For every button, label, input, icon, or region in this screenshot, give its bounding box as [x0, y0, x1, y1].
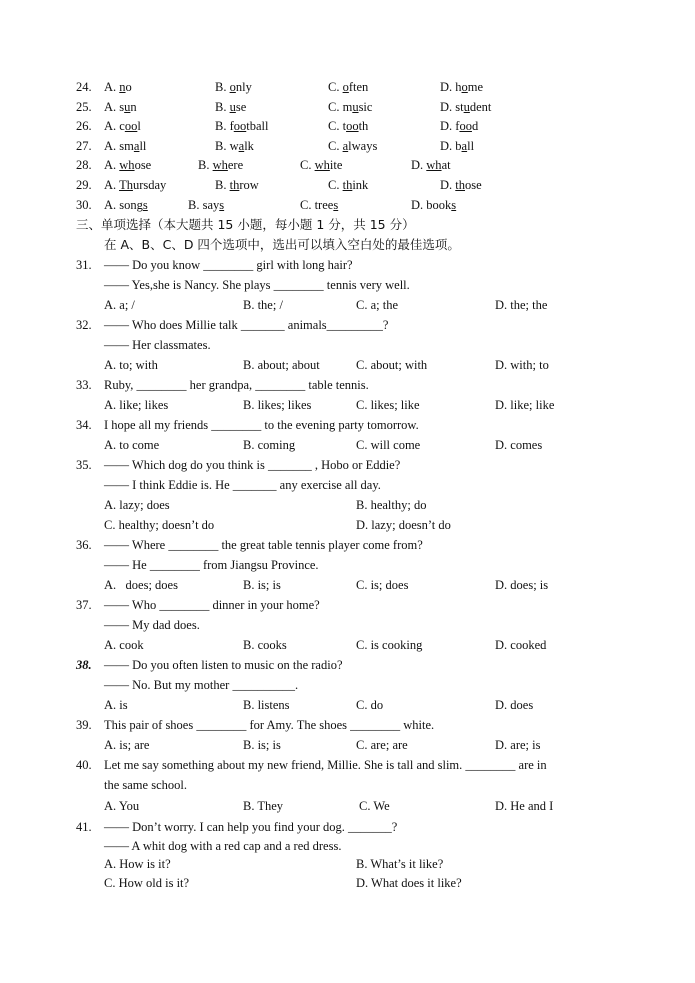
option-a: A. a; / — [104, 298, 135, 312]
question-41-options-cd — [0, 874, 695, 892]
question-text: —— My dad does. — [104, 618, 200, 632]
option-a: A. Thursday — [104, 178, 167, 192]
option-b: B. throw — [215, 178, 259, 192]
option-b: B. likes; likes — [243, 398, 312, 412]
option-c: C. will come — [356, 438, 421, 452]
option-d: D. does; is — [495, 578, 549, 592]
option-a: A. whose — [104, 158, 152, 173]
option-b: B. football — [215, 119, 269, 134]
question-37-line2 — [0, 616, 695, 634]
option-a: A. no — [104, 80, 132, 94]
question-37-options — [0, 636, 695, 654]
option-b: B. is; is — [243, 738, 281, 752]
question-37 — [0, 596, 695, 614]
question-39-options — [0, 736, 695, 754]
option-a: A. cook — [104, 638, 144, 652]
option-c: C. healthy; doesn’t do — [104, 518, 215, 532]
question-39 — [0, 716, 695, 734]
option-d: D. student — [440, 99, 492, 114]
question-40 — [0, 756, 695, 774]
question-38-options — [0, 696, 695, 714]
question-31 — [0, 256, 695, 274]
option-d: D. books — [411, 197, 457, 212]
option-c: C. about; with — [356, 358, 428, 372]
question-text: —— He ________ from Jiangsu Province. — [104, 558, 319, 572]
phonetic-question — [0, 176, 695, 194]
option-b: B. use — [215, 99, 247, 114]
option-c: C. trees — [300, 197, 339, 212]
question-text: —— Do you often listen to music on the radio? — [104, 658, 343, 672]
phonetic-question — [0, 196, 695, 214]
question-33-options — [0, 396, 695, 414]
option-d: D. are; is — [495, 738, 541, 752]
option-d: D. He and I — [495, 799, 554, 813]
question-text: Let me say something about my new friend, Millie. She is tall and slim. ________ are in — [104, 758, 547, 772]
question-31-line2 — [0, 276, 695, 294]
option-c: C. do — [356, 698, 384, 712]
question-32-line2 — [0, 336, 695, 354]
phonetic-question — [0, 117, 695, 135]
question-number: 30. — [76, 197, 92, 212]
option-a: A. sun — [104, 99, 137, 114]
question-35 — [0, 456, 695, 474]
option-c: C. How old is it? — [104, 876, 190, 890]
option-c: C. often — [328, 80, 369, 94]
option-a: A. is; are — [104, 738, 150, 752]
option-a: A. You — [104, 799, 140, 813]
question-36 — [0, 536, 695, 554]
option-b: B. listens — [243, 698, 290, 712]
question-36-options — [0, 576, 695, 594]
question-text: —— Do you know ________ girl with long hair? — [104, 258, 353, 272]
question-number: 31. — [76, 258, 92, 272]
question-number: 26. — [76, 119, 92, 134]
question-number: 27. — [76, 138, 92, 153]
question-number: 39. — [76, 718, 92, 732]
option-b: B. coming — [243, 438, 296, 452]
question-41-options-ab — [0, 855, 695, 873]
option-a: A. like; likes — [104, 398, 169, 412]
option-d: D. like; like — [495, 398, 555, 412]
question-number: 29. — [76, 178, 92, 192]
option-c: C. white — [300, 158, 343, 173]
phonetic-question — [0, 156, 695, 174]
option-a: A. cool — [104, 119, 141, 134]
question-text: This pair of shoes ________ for Amy. The shoes ________ white. — [104, 718, 435, 732]
option-b: B. What’s it like? — [356, 857, 444, 871]
option-a: A. does; does — [104, 578, 178, 592]
option-c: C. are; are — [356, 738, 408, 752]
phonetic-question — [0, 78, 695, 96]
option-d: D. what — [411, 158, 451, 173]
question-31-options — [0, 296, 695, 314]
option-d: D. lazy; doesn’t do — [356, 518, 451, 532]
option-b: B. They — [243, 799, 284, 813]
question-number: 35. — [76, 458, 92, 472]
option-b: B. healthy; do — [356, 498, 427, 512]
question-35-options-ab — [0, 496, 695, 514]
question-text: —— I think Eddie is. He _______ any exercise all day. — [104, 478, 381, 492]
question-number: 37. — [76, 598, 92, 612]
option-b: B. cooks — [243, 638, 287, 652]
question-number: 33. — [76, 378, 92, 392]
option-a: A. small — [104, 138, 147, 153]
question-32 — [0, 316, 695, 334]
phonetic-question — [0, 98, 695, 116]
option-c: C. think — [328, 178, 369, 192]
question-41-line2 — [0, 837, 695, 855]
option-a: A. lazy; does — [104, 498, 170, 512]
option-c: C. music — [328, 99, 373, 114]
question-35-options-cd — [0, 516, 695, 534]
question-38-line2 — [0, 676, 695, 694]
question-text: —— Yes,she is Nancy. She plays ________ tennis very well. — [104, 278, 410, 292]
option-c: C. always — [328, 138, 378, 153]
option-b: B. walk — [215, 138, 254, 153]
option-a: A. How is it? — [104, 857, 171, 871]
question-text: —— Where ________ the great table tennis player come from? — [104, 538, 423, 552]
option-b: B. says — [188, 197, 225, 212]
option-d: D. ball — [440, 138, 475, 153]
option-c: C. is; does — [356, 578, 409, 592]
option-d: D. with; to — [495, 358, 549, 372]
question-number: 38. — [76, 658, 92, 672]
option-b: B. the; / — [243, 298, 283, 312]
option-d: D. the; the — [495, 298, 548, 312]
option-c: C. is cooking — [356, 638, 423, 652]
question-text: Ruby, ________ her grandpa, ________ table tennis. — [104, 378, 369, 392]
question-text: the same school. — [104, 778, 187, 792]
option-b: B. only — [215, 80, 252, 94]
option-c: C. We — [359, 799, 390, 813]
question-38 — [0, 656, 695, 674]
question-number: 25. — [76, 99, 92, 114]
option-c: C. tooth — [328, 119, 369, 134]
question-34 — [0, 416, 695, 434]
section-title: 三、单项选择（本大题共 15 小题，每小题 1 分，共 15 分） — [76, 217, 415, 232]
question-number: 32. — [76, 318, 92, 332]
question-number: 34. — [76, 418, 92, 432]
question-text: —— A whit dog with a red cap and a red dress. — [104, 839, 342, 853]
option-a: A. to come — [104, 438, 160, 452]
option-b: B. where — [198, 158, 244, 173]
question-number: 36. — [76, 538, 92, 552]
question-text: —— No. But my mother __________. — [104, 678, 299, 692]
option-d: D. home — [440, 80, 484, 94]
question-number: 24. — [76, 80, 92, 94]
question-40-line2 — [0, 776, 695, 794]
option-d: D. food — [440, 119, 479, 134]
question-text: —— Don’t worry. I can help you find your dog. _______? — [104, 820, 398, 834]
option-a: A. songs — [104, 197, 148, 212]
section-instruction: 在 A、B、C、D 四个选项中，选出可以填入空白处的最佳选项。 — [104, 237, 460, 252]
option-b: B. is; is — [243, 578, 281, 592]
question-number: 40. — [76, 758, 92, 772]
option-a: A. is — [104, 698, 128, 712]
question-text: —— Who does Millie talk _______ animals_________? — [104, 318, 389, 332]
question-32-options — [0, 356, 695, 374]
question-text: I hope all my friends ________ to the evening party tomorrow. — [104, 418, 419, 432]
option-d: D. those — [440, 178, 482, 192]
option-c: C. likes; like — [356, 398, 420, 412]
option-b: B. about; about — [243, 358, 320, 372]
phonetic-question — [0, 137, 695, 155]
question-text: —— Which dog do you think is _______ , Hobo or Eddie? — [104, 458, 401, 472]
question-35-line2 — [0, 476, 695, 494]
option-d: D. does — [495, 698, 534, 712]
option-d: D. comes — [495, 438, 543, 452]
question-text: —— Her classmates. — [104, 338, 211, 352]
option-d: D. What does it like? — [356, 876, 462, 890]
question-34-options — [0, 436, 695, 454]
option-d: D. cooked — [495, 638, 547, 652]
question-number: 28. — [76, 158, 92, 173]
question-36-line2 — [0, 556, 695, 574]
question-41 — [0, 818, 695, 836]
question-number: 41. — [76, 820, 92, 834]
option-c: C. a; the — [356, 298, 399, 312]
question-text: —— Who ________ dinner in your home? — [104, 598, 320, 612]
question-40-options — [0, 797, 695, 815]
option-a: A. to; with — [104, 358, 158, 372]
question-33 — [0, 376, 695, 394]
